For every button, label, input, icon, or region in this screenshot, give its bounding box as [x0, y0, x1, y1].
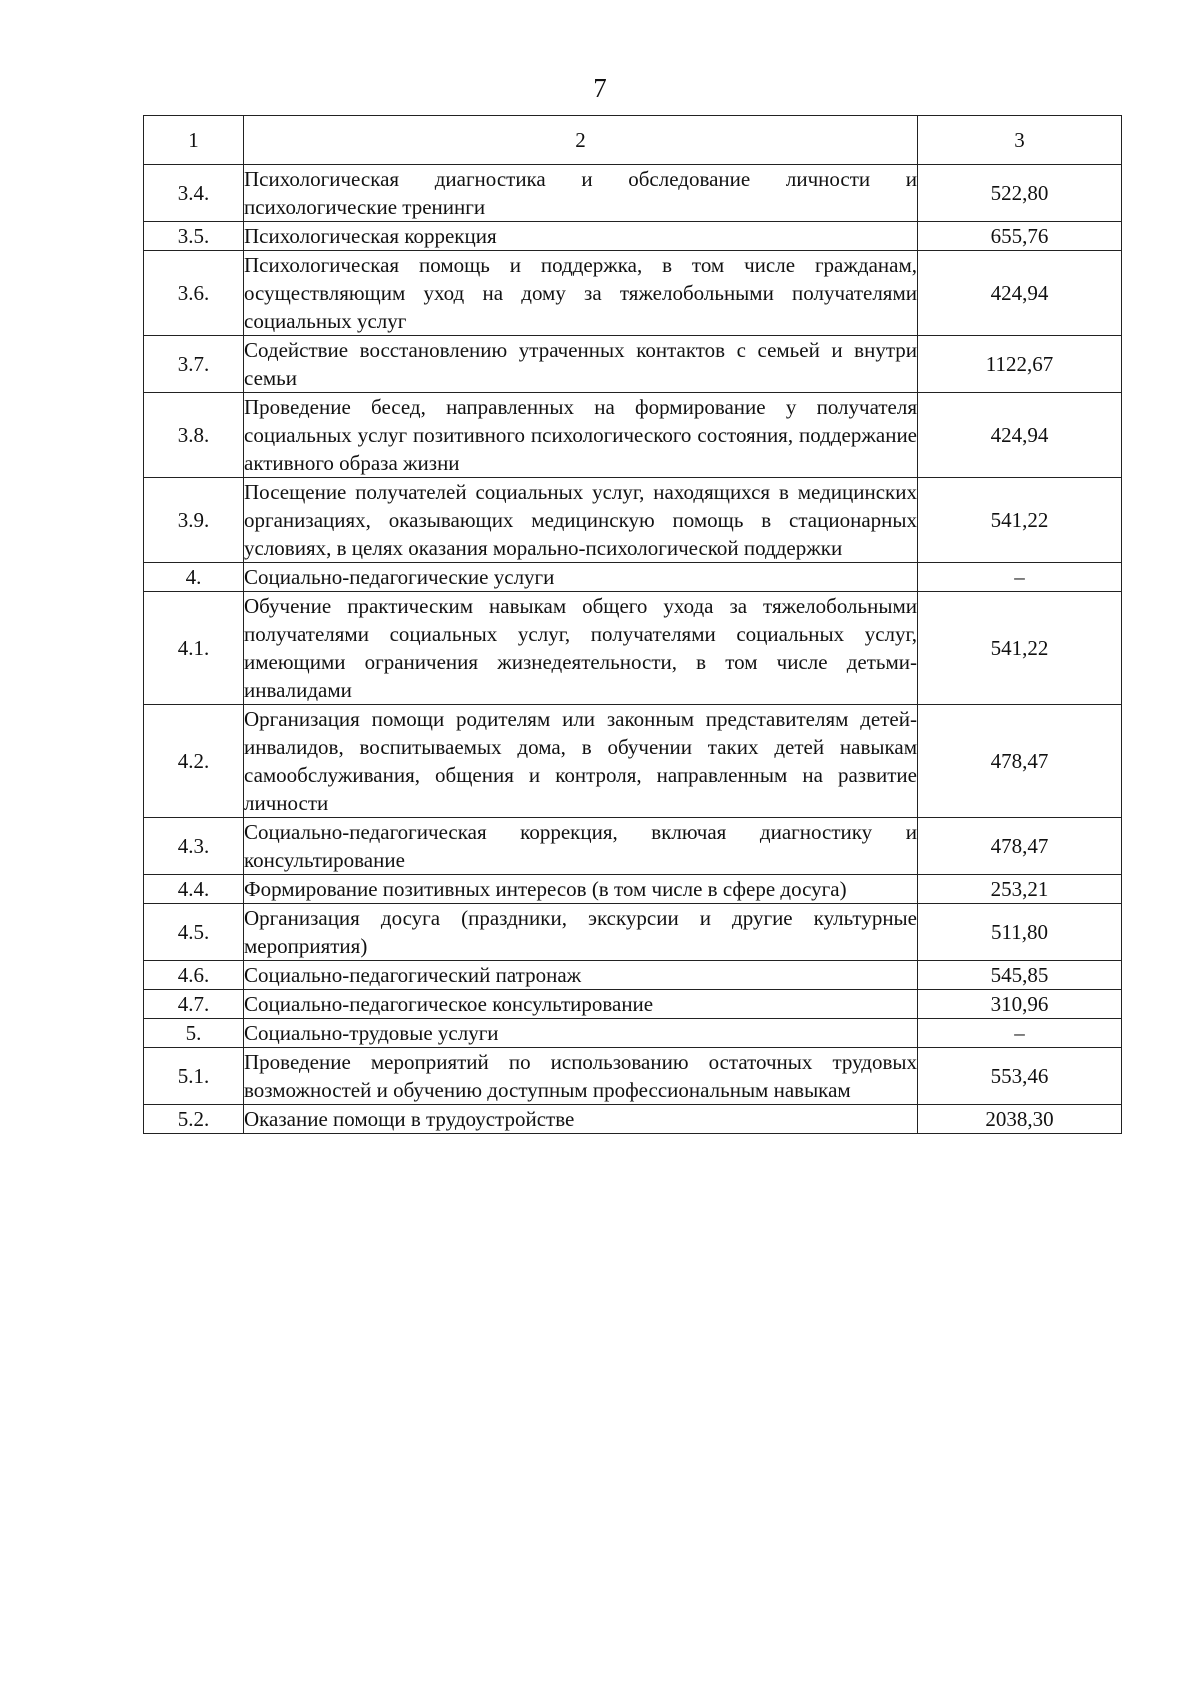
- section-cost: –: [918, 1019, 1122, 1048]
- table-section-row: [144, 563, 1122, 592]
- service-cost: 545,85: [918, 961, 1122, 990]
- service-name: Проведение мероприятий по использованию остаточных трудовых возможностей и обучению доступным профессиональным навыкам: [244, 1048, 918, 1105]
- section-number: 5.: [144, 1019, 244, 1048]
- service-cost: 478,47: [918, 705, 1122, 818]
- service-name: Социально-педагогическое консультирование: [244, 990, 918, 1019]
- service-cost: 1122,67: [918, 336, 1122, 393]
- column-header-value: 3: [918, 116, 1122, 165]
- row-number: 4.6.: [144, 961, 244, 990]
- table-row: [144, 818, 1122, 875]
- service-name: Организация помощи родителям или законным представителям детей-инвалидов, воспитываемых дома, в обучении таких детей навыкам самообслуживания, общения и контроля, направленным на развитие личности: [244, 705, 918, 818]
- row-number: 4.7.: [144, 990, 244, 1019]
- row-number: 3.7.: [144, 336, 244, 393]
- table-section-row: [144, 1019, 1122, 1048]
- table-row: [144, 222, 1122, 251]
- service-cost: 253,21: [918, 875, 1122, 904]
- service-cost: 478,47: [918, 818, 1122, 875]
- table-row: [144, 875, 1122, 904]
- row-number: 3.4.: [144, 165, 244, 222]
- row-number: 4.1.: [144, 592, 244, 705]
- column-header-number: 1: [144, 116, 244, 165]
- section-name: Социально-педагогические услуги: [244, 563, 918, 592]
- services-tariff-table: [143, 115, 1122, 1134]
- row-number: 3.6.: [144, 251, 244, 336]
- service-name: Психологическая помощь и поддержка, в том числе гражданам, осуществляющим уход на дому за тяжелобольными получателями социальных услуг: [244, 251, 918, 336]
- table-row: [144, 478, 1122, 563]
- table-row: [144, 705, 1122, 818]
- service-name: Оказание помощи в трудоустройстве: [244, 1105, 918, 1134]
- service-cost: 310,96: [918, 990, 1122, 1019]
- service-name: Психологическая коррекция: [244, 222, 918, 251]
- service-cost: 522,80: [918, 165, 1122, 222]
- table-row: [144, 1105, 1122, 1134]
- service-name: Посещение получателей социальных услуг, находящихся в медицинских организациях, оказывающих медицинскую помощь в стационарных условиях, в целях оказания морально-психологической поддержки: [244, 478, 918, 563]
- row-number: 3.9.: [144, 478, 244, 563]
- table-row: [144, 393, 1122, 478]
- row-number: 4.3.: [144, 818, 244, 875]
- row-number: 4.4.: [144, 875, 244, 904]
- table-row: [144, 990, 1122, 1019]
- column-header-name: 2: [244, 116, 918, 165]
- row-number: 5.2.: [144, 1105, 244, 1134]
- service-name: Социально-педагогический патронаж: [244, 961, 918, 990]
- section-number: 4.: [144, 563, 244, 592]
- service-name: Обучение практическим навыкам общего ухода за тяжелобольными получателями социальных услуг, получателями социальных услуг, имеющими ограничения жизнедеятельности, в том числе детьми-инвалидами: [244, 592, 918, 705]
- table-row: [144, 904, 1122, 961]
- section-name: Социально-трудовые услуги: [244, 1019, 918, 1048]
- row-number: 3.8.: [144, 393, 244, 478]
- table-row: [144, 592, 1122, 705]
- service-cost: 655,76: [918, 222, 1122, 251]
- page-number: 7: [593, 73, 607, 103]
- section-cost: –: [918, 563, 1122, 592]
- table-row: [144, 251, 1122, 336]
- service-cost: 541,22: [918, 478, 1122, 563]
- service-cost: 553,46: [918, 1048, 1122, 1105]
- table-row: [144, 961, 1122, 990]
- service-cost: 511,80: [918, 904, 1122, 961]
- table-row: [144, 336, 1122, 393]
- service-name: Социально-педагогическая коррекция, включая диагностику и консультирование: [244, 818, 918, 875]
- row-number: 4.5.: [144, 904, 244, 961]
- service-cost: 424,94: [918, 393, 1122, 478]
- service-name: Организация досуга (праздники, экскурсии и другие культурные мероприятия): [244, 904, 918, 961]
- service-cost: 424,94: [918, 251, 1122, 336]
- table-row: [144, 1048, 1122, 1105]
- row-number: 5.1.: [144, 1048, 244, 1105]
- row-number: 4.2.: [144, 705, 244, 818]
- service-cost: 2038,30: [918, 1105, 1122, 1134]
- service-name: Содействие восстановлению утраченных контактов с семьей и внутри семьи: [244, 336, 918, 393]
- table-row: [144, 165, 1122, 222]
- row-number: 3.5.: [144, 222, 244, 251]
- service-name: Проведение бесед, направленных на формирование у получателя социальных услуг позитивного психологического состояния, поддержание активного образа жизни: [244, 393, 918, 478]
- table-header-row: [144, 116, 1122, 165]
- service-cost: 541,22: [918, 592, 1122, 705]
- service-name: Психологическая диагностика и обследование личности и психологические тренинги: [244, 165, 918, 222]
- service-name: Формирование позитивных интересов (в том числе в сфере досуга): [244, 875, 918, 904]
